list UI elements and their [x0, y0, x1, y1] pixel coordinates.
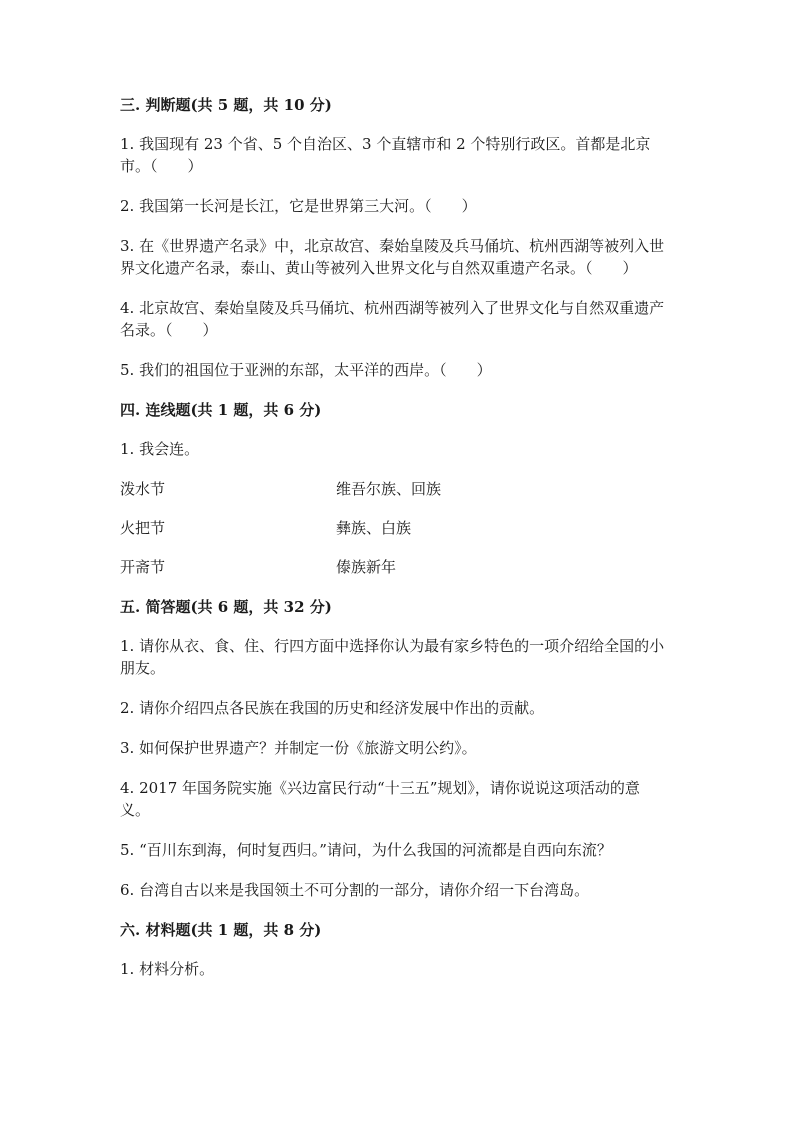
- short-question-2: 2. 请你介绍四点各民族在我国的历史和经济发展中作出的贡献。: [120, 699, 545, 717]
- match-question-1: 1. 我会连。: [120, 440, 200, 458]
- match-right: 傣族新年: [336, 558, 397, 576]
- judge-question-4: 4. 北京故宫、秦始皇陵及兵马俑坑、杭州西湖等被列入了世界文化与自然双重遗产名录。（ ）: [120, 299, 665, 339]
- judge-question-3: 3. 在《世界遗产名录》中，北京故宫、秦始皇陵及兵马俑坑、杭州西湖等被列入世界文化遗产名录，泰山、黄山等被列入世界文化与自然双重遗产名录。（ ）: [120, 237, 665, 277]
- short-question-4: 4. 2017 年国务院实施《兴边富民行动“十三五”规划》，请你说说这项活动的意义。: [120, 779, 640, 819]
- short-question-1: 1. 请你从衣、食、住、行四方面中选择你认为最有家乡特色的一项介绍给全国的小朋友。: [120, 637, 665, 677]
- match-row: [120, 478, 668, 500]
- section-title-judge: 三. 判断题(共 5 题，共 10 分): [120, 96, 332, 114]
- exam-page: [120, 94, 668, 980]
- match-row: [120, 517, 668, 539]
- section-title-material: 六. 材料题(共 1 题，共 8 分): [120, 921, 322, 939]
- short-question-6: 6. 台湾自古以来是我国领土不可分割的一部分，请你介绍一下台湾岛。: [120, 881, 590, 899]
- match-row: [120, 556, 668, 578]
- short-question-5: 5. “百川东到海，何时复西归。”请问，为什么我国的河流都是自西向东流？: [120, 841, 612, 859]
- judge-question-5: 5. 我们的祖国位于亚洲的东部，太平洋的西岸。（ ）: [120, 361, 492, 379]
- match-right: 维吾尔族、回族: [336, 480, 442, 498]
- material-question-1: 1. 材料分析。: [120, 960, 215, 978]
- section-title-short: 五. 简答题(共 6 题，共 32 分): [120, 598, 332, 616]
- judge-question-2: 2. 我国第一长河是长江，它是世界第三大河。（ ）: [120, 197, 477, 215]
- match-left: 火把节: [120, 519, 166, 537]
- match-left: 泼水节: [120, 480, 166, 498]
- short-question-3: 3. 如何保护世界遗产？并制定一份《旅游文明公约》。: [120, 739, 477, 757]
- judge-question-1: 1. 我国现有 23 个省、5 个自治区、3 个直辖市和 2 个特别行政区。首都是北京市。（ ）: [120, 135, 651, 175]
- match-left: 开斋节: [120, 558, 166, 576]
- match-right: 彝族、白族: [336, 519, 412, 537]
- section-title-match: 四. 连线题(共 1 题，共 6 分): [120, 401, 322, 419]
